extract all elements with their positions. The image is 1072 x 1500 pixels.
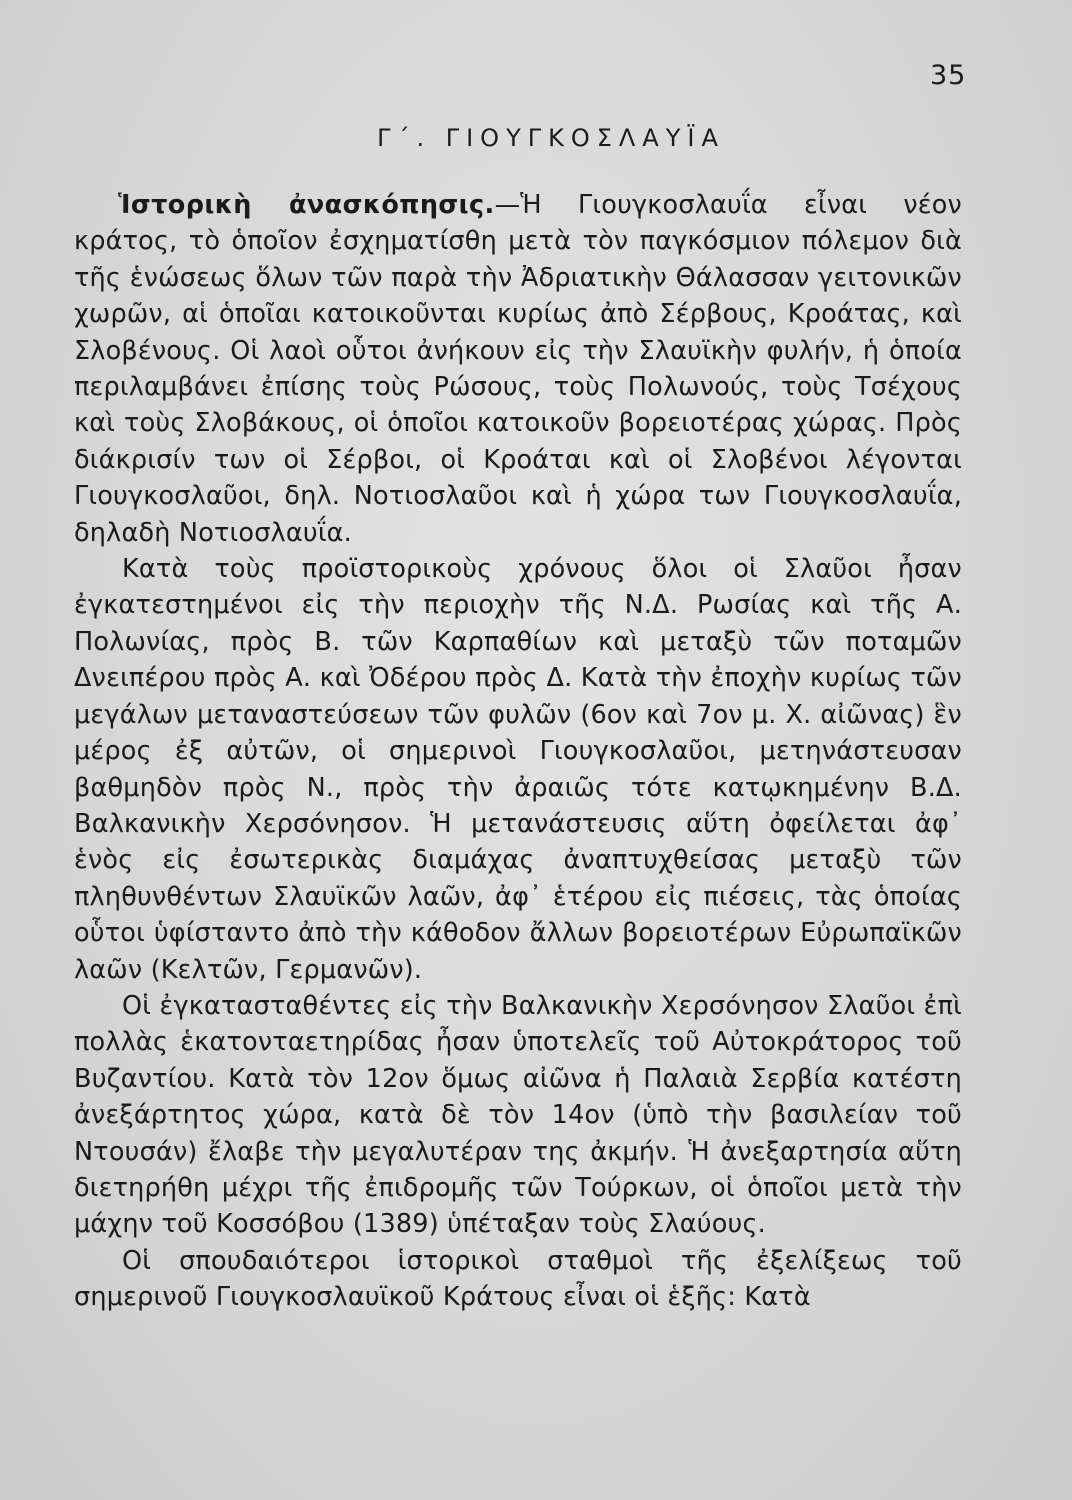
paragraph-4: Οἱ σπουδαιότεροι ἱστορικοὶ σταθμοὶ τῆς ἐξελίξεως τοῦ σημερινοῦ Γιουγκοσλαυϊκοῦ Κράτους εἶναι οἱ ἑξῆς: Κατὰ <box>74 1245 962 1313</box>
paragraph-1 <box>74 187 962 551</box>
body-text <box>74 187 962 1316</box>
paragraph-3: Οἱ ἐγκατασταθέντες εἰς τὴν Βαλκανικὴν Χερσόνησον Σλαῦοι ἐπὶ πολλὰς ἑκατονταετηρίδας ἦσαν ὑποτελεῖς τοῦ Αὐτοκράτορος τοῦ Βυζαντίου. Κατὰ τὸν 12ον ὅμως αἰῶνα ἡ Παλαιὰ Σερβία κατέστη ἀνεξάρτητος χώρα, κατὰ δὲ τὸν 14ον (ὑπὸ τὴν βασιλείαν τοῦ Ντουσάν) ἔλαβε τὴν μεγαλυτέραν της ἀκμήν. Ἡ ἀνεξαρτησία αὕτη διετηρήθη μέχρι τῆς ἐπιδρομῆς τῶν Τούρκων, οἱ ὁποῖοι μετὰ τὴν μάχην τοῦ Κοσσόβου (1389) ὑπέταξαν τοὺς Σλαύους. <box>74 990 962 1240</box>
chapter-title: Γ΄. ΓΙΟΥΓΚΟΣΛΑΥΪΑ <box>377 124 725 152</box>
page-number: 35 <box>930 60 967 91</box>
paragraph-1-text: —Ἡ Γιουγκοσλαυΐα εἶναι νέον κράτος, τὸ ὁποῖον ἐσχηματίσθη μετὰ τὸν παγκόσμιον πόλεμον διὰ τῆς ἑνώσεως ὅλων τῶν παρὰ τὴν Ἀδριατικὴν Θάλασσαν γειτονικῶν χωρῶν, αἱ ὁποῖαι κατοικοῦνται κυρίως ἀπὸ Σέρβους, Κροάτας, καὶ Σλοβένους. Οἱ λαοὶ οὗτοι ἀνήκουν εἰς τὴν Σλαυϊκὴν φυλήν, ἡ ὁποία περιλαμβάνει ἐπίσης τοὺς Ρώσους, τοὺς Πολωνούς, τοὺς Τσέχους καὶ τοὺς Σλοβάκους, οἱ ὁποῖοι κατοικοῦν βορειοτέρας χώρας. Πρὸς διάκρισίν των οἱ Σέρβοι, οἱ Κροάται καὶ οἱ Σλοβένοι λέγονται Γιουγκοσλαῦοι, δηλ. Νοτιοσλαῦοι καὶ ἡ χώρα των Γιουγκοσλαυΐα, δηλαδὴ Νοτιοσλαυΐα. <box>74 190 962 548</box>
paragraph-2: Κατὰ τοὺς προϊστορικοὺς χρόνους ὅλοι οἱ Σλαῦοι ἦσαν ἐγκατεστημένοι εἰς τὴν περιοχὴν τῆς Ν.Δ. Ρωσίας καὶ τῆς Α. Πολωνίας, πρὸς Β. τῶν Καρπαθίων καὶ μεταξὺ τῶν ποταμῶν Δνειπέρου πρὸς Α. καὶ Ὀδέρου πρὸς Δ. Κατὰ τὴν ἐποχὴν κυρίως τῶν μεγάλων μεταναστεύσεων τῶν φυλῶν (6ον καὶ 7ον μ. Χ. αἰῶνας) ἓν μέρος ἐξ αὐτῶν, οἱ σημερινοὶ Γιουγκοσλαῦοι, μετηνάστευσαν βαθμηδὸν πρὸς Ν., πρὸς τὴν ἀραιῶς τότε κατῳκημένην Β.Δ. Βαλκανικὴν Χερσόνησον. Ἡ μετανάστευσις αὕτη ὀφείλεται ἀφ᾿ ἑνὸς εἰς ἐσωτερικὰς διαμάχας ἀναπτυχθείσας μεταξὺ τῶν πληθυνθέντων Σλαυϊκῶν λαῶν, ἀφ᾿ ἑτέρου εἰς πιέσεις, τὰς ὁποίας οὗτοι ὑφίσταντο ἀπὸ τὴν κάθοδον ἄλλων βορειοτέρων Εὐρωπαϊκῶν λαῶν (Κελτῶν, Γερμανῶν). <box>74 554 962 985</box>
section-heading: Ἱστορικὴ ἀνασκόπησις. <box>118 190 495 220</box>
